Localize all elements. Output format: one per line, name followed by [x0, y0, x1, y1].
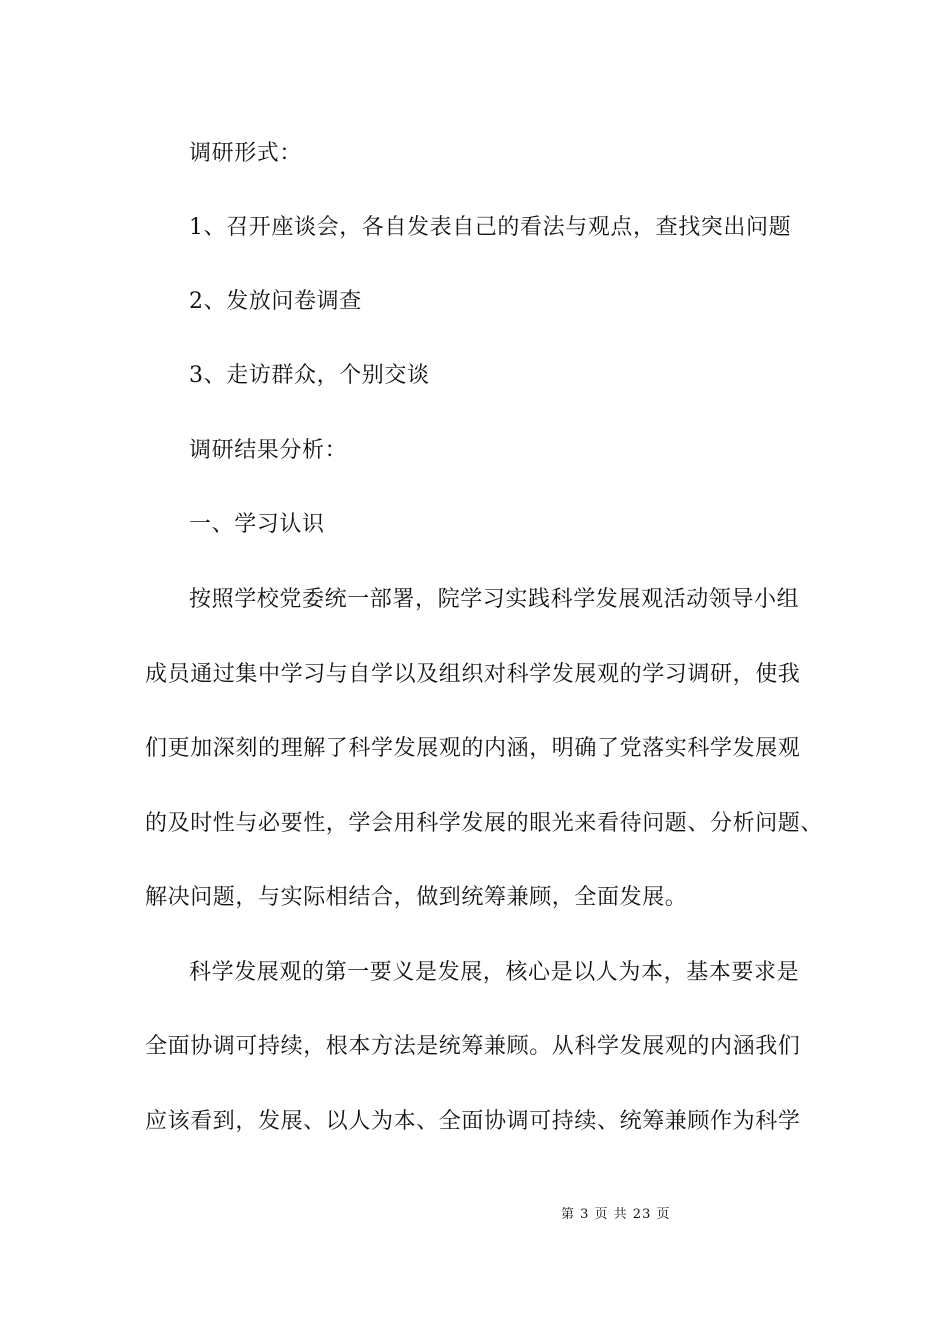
- paragraph-1-line-4: 的及时性与必要性，学会用科学发展的眼光来看待问题、分析问题、: [145, 811, 824, 836]
- page-footer: 第 3 页 共 23 页: [561, 1207, 671, 1222]
- paragraph-1-line-2: 成员通过集中学习与自学以及组织对科学发展观的学习调研，使我: [145, 662, 801, 687]
- paragraph-2-line-3: 应该看到，发展、以人为本、全面协调可持续、统筹兼顾作为科学: [145, 1109, 801, 1134]
- list-item-1: 1、召开座谈会，各自发表自己的看法与观点，查找突出问题: [189, 215, 792, 240]
- list-item-2: 2、发放问卷调查: [189, 289, 362, 314]
- paragraph-2-line-1: 科学发展观的第一要义是发展，核心是以人为本，基本要求是: [189, 960, 800, 985]
- section-heading-results: 调研结果分析：: [189, 438, 348, 463]
- paragraph-1-line-5: 解决问题，与实际相结合，做到统筹兼顾，全面发展。: [145, 885, 688, 910]
- subheading-learning: 一、学习认识: [189, 512, 325, 537]
- paragraph-1-line-3: 们更加深刻的理解了科学发展观的内涵，明确了党落实科学发展观: [145, 736, 801, 761]
- list-item-3: 3、走访群众，个别交谈: [189, 363, 430, 388]
- section-heading-research-form: 调研形式：: [189, 141, 303, 166]
- paragraph-2-line-2: 全面协调可持续，根本方法是统筹兼顾。从科学发展观的内涵我们: [145, 1034, 801, 1059]
- paragraph-1-line-1: 按照学校党委统一部署，院学习实践科学发展观活动领导小组: [189, 587, 800, 612]
